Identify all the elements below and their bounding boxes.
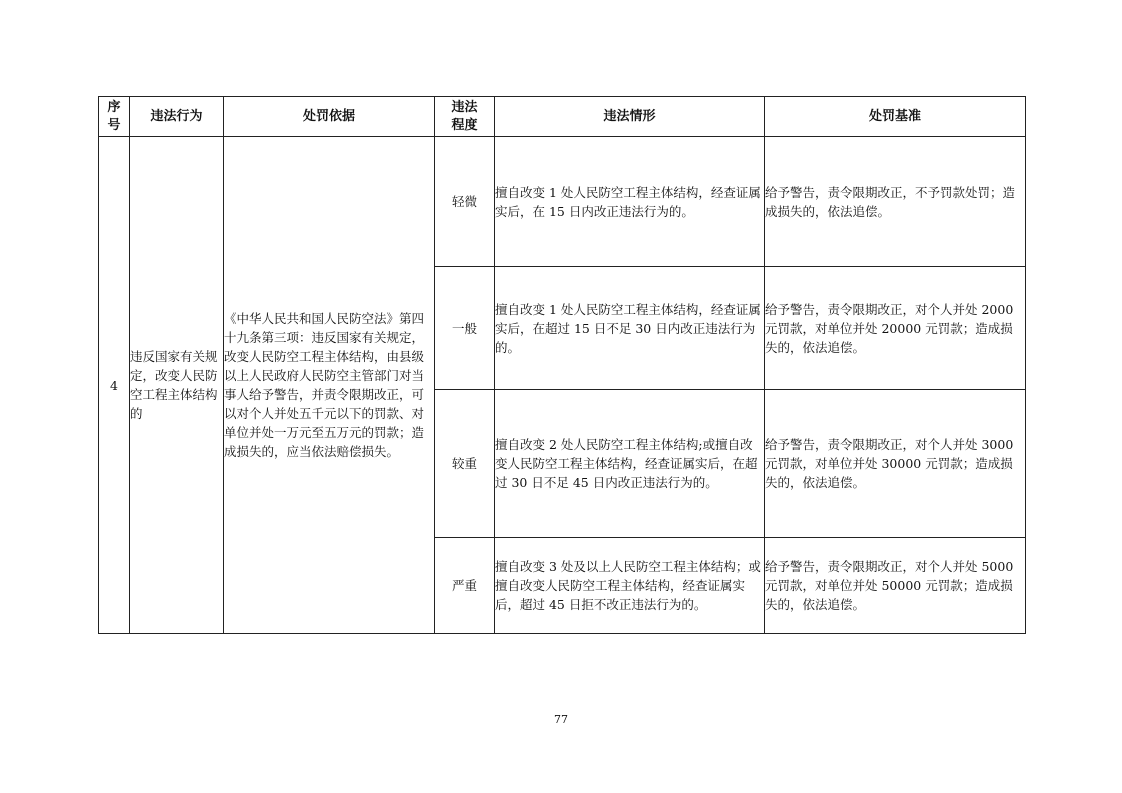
degree-cell: 较重 [435,390,495,538]
circumstance-cell: 擅自改变 1 处人民防空工程主体结构，经查证属实后，在 15 日内改正违法行为的。 [495,137,765,267]
header-seq-label: 序号 [107,99,121,133]
entry-behavior [130,137,224,634]
header-basis: 处罚依据 [224,97,435,137]
header-degree-label: 违法程度 [451,99,478,133]
entry-seq: 4 [99,137,130,634]
circumstance-cell: 擅自改变 2 处人民防空工程主体结构;或擅自改变人民防空工程主体结构，经查证属实后，在超过 30 日不足 45 日内改正违法行为的。 [495,390,765,538]
table-header-row [99,97,1026,137]
header-circumstance: 违法情形 [495,97,765,137]
standard-cell: 给予警告，责令限期改正，对个人并处 3000 元罚款，对单位并处 30000 元罚款；造成损失的，依法追偿。 [765,390,1026,538]
header-behavior: 违法行为 [130,97,224,137]
circumstance-cell: 擅自改变 1 处人民防空工程主体结构，经查证属实后，在超过 15 日不足 30 日内改正违法行为的。 [495,267,765,390]
entry-behavior-text: 违反国家有关规定，改变人民防空工程主体结构的 [130,349,218,421]
table-row [99,137,1026,267]
header-seq [99,97,130,137]
penalty-standard-table [98,96,1026,634]
standard-cell: 给予警告，责令限期改正，不予罚款处罚；造成损失的，依法追偿。 [765,137,1026,267]
entry-basis [224,137,435,634]
degree-cell: 一般 [435,267,495,390]
circumstance-cell: 擅自改变 3 处及以上人民防空工程主体结构；或擅自改变人民防空工程主体结构，经查证属实后，超过 45 日拒不改正违法行为的。 [495,538,765,634]
header-degree [435,97,495,137]
page-number: 77 [554,713,568,726]
standard-cell: 给予警告，责令限期改正，对个人并处 2000 元罚款，对单位并处 20000 元罚款；造成损失的，依法追偿。 [765,267,1026,390]
degree-cell: 严重 [435,538,495,634]
degree-cell: 轻微 [435,137,495,267]
standard-cell: 给予警告，责令限期改正，对个人并处 5000 元罚款，对单位并处 50000 元罚款；造成损失的，依法追偿。 [765,538,1026,634]
header-standard: 处罚基准 [765,97,1026,137]
entry-basis-text: 《中华人民共和国人民防空法》第四十九条第三项：违反国家有关规定，改变人民防空工程主体结构，由县级以上人民政府人民防空主管部门对当事人给予警告，并责令限期改正，可以对个人并处五千元以下的罚款、对单位并处一万元至五万元的罚款；造成损失的，应当依法赔偿损失。 [224,311,425,459]
